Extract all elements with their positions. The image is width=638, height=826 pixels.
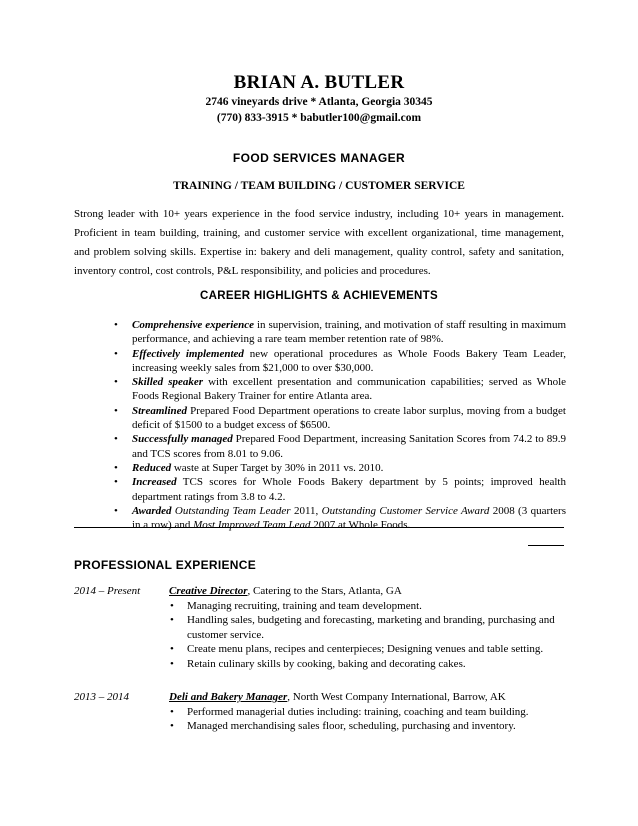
duty-item xyxy=(169,642,564,657)
highlight-keyword: Awarded xyxy=(132,504,172,517)
duty-text: Create menu plans, recipes and centerpieces; Designing venues and table setting. xyxy=(187,643,544,655)
duty-item xyxy=(169,599,564,614)
target-subtitle: TRAINING / TEAM BUILDING / CUSTOMER SERVICE xyxy=(173,180,465,192)
experience-heading: PROFESSIONAL EXPERIENCE xyxy=(74,558,257,572)
address-line: 2746 vineyards drive * Atlanta, Georgia 30345 xyxy=(205,96,433,108)
bullet-icon: • xyxy=(170,643,174,655)
highlights-list xyxy=(110,318,566,532)
bullet-icon: • xyxy=(114,461,118,474)
highlight-item xyxy=(110,461,566,475)
highlight-item xyxy=(110,432,566,461)
job-role: Deli and Bakery Manager xyxy=(169,691,288,703)
highlight-text: 2007 at Whole Foods. xyxy=(310,519,411,532)
job-header xyxy=(169,584,564,599)
highlight-text: Prepared Food Department, increasing Sanitation Scores from 74.2 to 89.9 and TCS scores from 8.01 to 9.06. xyxy=(132,433,566,460)
highlight-item xyxy=(110,504,566,533)
award-name: Most Improved Team Lead xyxy=(193,519,311,532)
highlight-text: TCS scores for Whole Foods Bakery department by 5 points; improved health department ratings from 3.8 to 4.2. xyxy=(132,476,566,503)
duty-text: Retain culinary skills by cooking, baking and decorating cakes. xyxy=(187,657,466,670)
highlight-item xyxy=(110,404,566,433)
job-dates: 2013 – 2014 xyxy=(74,691,129,703)
job-org: , Catering to the Stars, Atlanta, GA xyxy=(247,585,402,597)
highlight-text: 2011, xyxy=(290,504,322,517)
job-role: Creative Director xyxy=(169,585,248,597)
duty-text: Performed managerial duties including: training, coaching and team building. xyxy=(187,705,529,718)
bullet-icon: • xyxy=(114,376,118,389)
job-dates: 2014 – Present xyxy=(74,585,141,597)
contact-line: (770) 833-3915 * babutler100@gmail.com xyxy=(216,112,422,124)
section-divider xyxy=(74,527,564,528)
highlight-keyword: Successfully managed xyxy=(132,433,233,446)
bullet-icon: • xyxy=(114,319,118,331)
bullet-icon: • xyxy=(170,614,174,626)
duties-list xyxy=(169,705,564,734)
duty-item xyxy=(169,719,564,734)
highlight-item xyxy=(110,347,566,376)
bullet-icon: • xyxy=(114,347,118,360)
duties-list xyxy=(169,599,564,672)
bullet-icon: • xyxy=(170,599,174,612)
highlight-text: 2008 (3 quarters in a row) and xyxy=(132,504,567,532)
duty-text: Managed merchandising sales floor, scheduling, purchasing and inventory. xyxy=(187,720,516,732)
highlight-text: new operational procedures as Whole Foods Bakery Team Leader, increasing weekly sales from $21,000 to over $30,000. xyxy=(132,347,566,374)
duty-text: Handling sales, budgeting and forecasting, marketing and branding, purchasing and customer service. xyxy=(187,614,555,641)
job-org: , North West Company International, Barrow, AK xyxy=(287,691,506,703)
highlight-text: Prepared Food Department operations to create labor surplus, moving from a budget deficit of $1500 to a budget excess of $6500. xyxy=(132,404,566,432)
highlight-text: in supervision, training, and motivation of staff resulting in maximum performance, and achieving a rare team member retention rate of 98%. xyxy=(132,319,566,346)
award-name: Outstanding Team Leader xyxy=(174,504,291,517)
highlights-heading: CAREER HIGHLIGHTS & ACHIEVEMENTS xyxy=(200,290,438,302)
bullet-icon: • xyxy=(114,476,118,489)
highlight-item xyxy=(110,375,566,404)
job-body xyxy=(169,690,564,734)
bullet-icon: • xyxy=(114,504,118,517)
highlight-text: with excellent presentation and communication capabilities; served as Whole Foods Regional Bakery Trainer for entire Atlanta area. xyxy=(132,376,567,403)
duty-item xyxy=(169,613,564,642)
bullet-icon: • xyxy=(114,433,118,446)
highlight-keyword: Streamlined xyxy=(132,404,188,417)
bullet-icon: • xyxy=(170,705,174,718)
award-name: Outstanding Customer Service Award xyxy=(321,504,490,517)
highlight-item xyxy=(110,318,566,347)
highlight-keyword: Effectively implemented xyxy=(132,347,244,360)
highlight-keyword: Comprehensive experience xyxy=(132,319,255,331)
job-body xyxy=(169,584,564,671)
summary-paragraph: Strong leader with 10+ years experience in the food service industry, including 10+ years in management. Proficient in team building, training, and customer service with excellent organizational, time management, and problem solving skills. Expertise in: bakery and deli management, quality control, safety and sanitation, inventory control, cost controls, P&L responsibility, and policies and procedures. xyxy=(74,208,564,277)
duty-text: Managing recruiting, training and team development. xyxy=(187,599,422,612)
bullet-icon: • xyxy=(170,720,174,732)
bullet-icon: • xyxy=(114,404,118,417)
highlight-item xyxy=(110,475,566,504)
duty-item xyxy=(169,705,564,720)
highlight-keyword: Skilled speaker xyxy=(132,376,204,389)
highlight-keyword: Reduced xyxy=(132,461,172,474)
job-header xyxy=(169,690,564,705)
target-title: FOOD SERVICES MANAGER xyxy=(232,151,406,165)
bullet-icon: • xyxy=(170,657,174,670)
candidate-name: BRIAN A. BUTLER xyxy=(233,72,405,93)
duty-item xyxy=(169,657,564,672)
highlight-text: waste at Super Target by 30% in 2011 vs. 2010. xyxy=(171,461,384,474)
highlight-keyword: Increased xyxy=(132,476,177,489)
section-divider-tail xyxy=(528,545,564,546)
